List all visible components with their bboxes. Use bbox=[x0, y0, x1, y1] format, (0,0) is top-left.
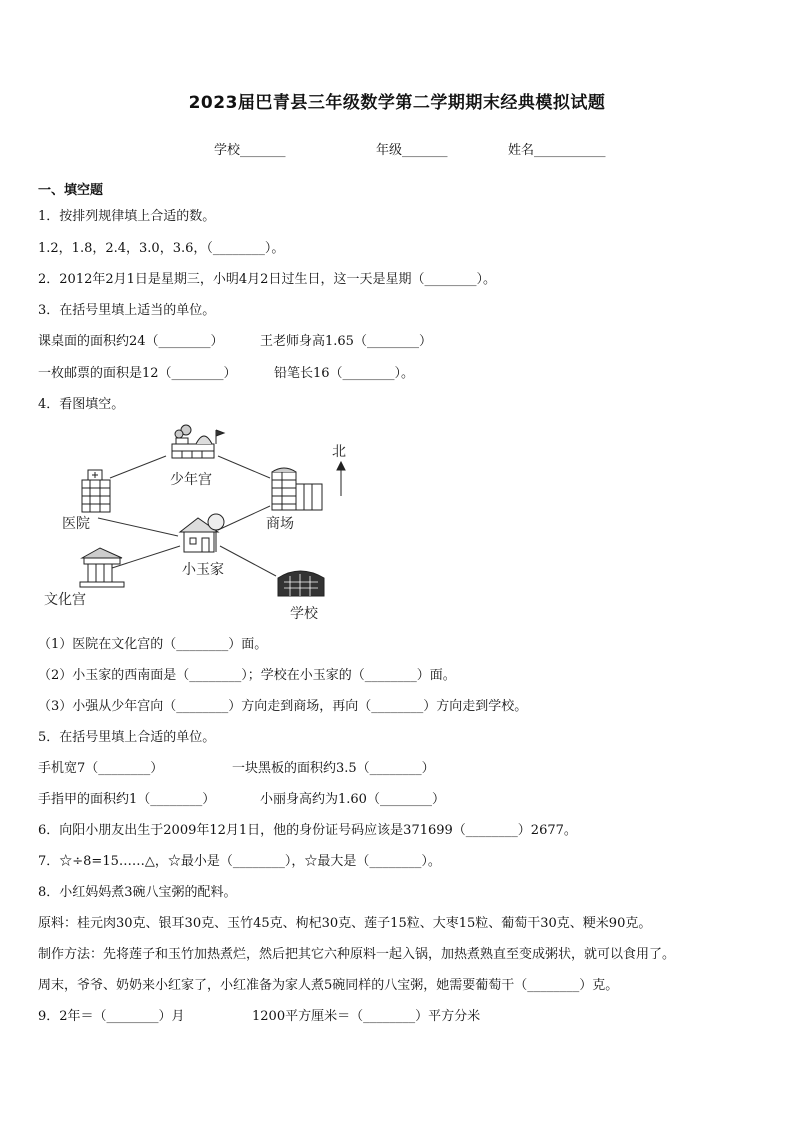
question-5-item-d: 小丽身高约为1.60（________） bbox=[260, 792, 445, 807]
question-8-method: 制作方法：先将莲子和玉竹加热煮烂，然后把其它六种原料一起入锅，加热煮熟直至变成粥状，就可以食用了。 bbox=[38, 947, 676, 962]
question-1: 1．按排列规律填上合适的数。 bbox=[38, 209, 216, 224]
question-4-part-1: （1）医院在文化宫的（________）面。 bbox=[38, 637, 268, 652]
question-9-part-b: 1200平方厘米＝（________）平方分米 bbox=[252, 1009, 481, 1024]
mall-icon bbox=[272, 468, 322, 510]
question-4-part-3: （3）小强从少年宫向（________）方向走到商场，再向（________）方向走到学校。 bbox=[38, 699, 528, 714]
question-7: 7．☆÷8=15……△，☆最小是（________），☆最大是（________）。 bbox=[38, 854, 441, 869]
question-3-item-b: 王老师身高1.65（________） bbox=[260, 334, 432, 349]
label-hospital: 医院 bbox=[62, 516, 90, 532]
grade-field: 年级_______ bbox=[376, 143, 448, 158]
question-4: 4．看图填空。 bbox=[38, 397, 125, 412]
youth-palace-icon bbox=[172, 425, 224, 458]
name-field: 姓名___________ bbox=[508, 143, 606, 158]
question-8-task: 周末，爷爷、奶奶来小红家了，小红准备为家人煮5碗同样的八宝粥，她需要葡萄干（________）克。 bbox=[38, 978, 619, 993]
question-5-item-a: 手机宽7（________） bbox=[38, 761, 164, 776]
question-5-item-b: 一块黑板的面积约3.5（________） bbox=[232, 761, 435, 776]
house-icon bbox=[180, 514, 224, 552]
school-icon bbox=[278, 571, 324, 596]
north-arrow-icon bbox=[337, 462, 345, 496]
section-heading: 一、填空题 bbox=[38, 183, 104, 198]
question-3-item-c: 一枚邮票的面积是12（________） bbox=[38, 366, 237, 381]
question-3-item-d: 铅笔长16（________）。 bbox=[274, 366, 415, 381]
question-9-part-a: 9．2年＝（________）月 bbox=[38, 1009, 185, 1024]
culture-palace-icon bbox=[80, 548, 124, 587]
label-youth-palace: 少年宫 bbox=[170, 472, 212, 488]
hospital-icon bbox=[82, 470, 110, 512]
label-mall: 商场 bbox=[266, 516, 294, 532]
question-4-part-2: （2）小玉家的西南面是（________）；学校在小玉家的（________）面。 bbox=[38, 668, 456, 683]
question-5: 5．在括号里填上合适的单位。 bbox=[38, 730, 216, 745]
question-8: 8．小红妈妈煮3碗八宝粥的配料。 bbox=[38, 885, 237, 900]
question-6: 6．向阳小朋友出生于2009年12月1日，他的身份证号码应该是371699（________）2677。 bbox=[38, 823, 577, 838]
direction-map bbox=[38, 418, 368, 626]
page-title: 2023届巴青县三年级数学第二学期期末经典模拟试题 bbox=[188, 93, 606, 113]
question-8-ingredients: 原料：桂元肉30克、银耳30克、玉竹45克、枸杞30克、莲子15粒、大枣15粒、葡萄干30克、粳米90克。 bbox=[38, 916, 652, 931]
question-3-item-a: 课桌面的面积约24（________） bbox=[38, 334, 224, 349]
question-1-sequence: 1.2，1.8，2.4，3.0，3.6，（________）。 bbox=[38, 241, 285, 256]
question-2: 2．2012年2月1日是星期三，小明4月2日过生日，这一天是星期（________）。 bbox=[38, 272, 496, 287]
school-field: 学校_______ bbox=[214, 143, 286, 158]
label-xiaoyu-home: 小玉家 bbox=[182, 562, 224, 578]
label-north: 北 bbox=[332, 444, 346, 460]
question-5-item-c: 手指甲的面积约1（________） bbox=[38, 792, 216, 807]
label-culture-palace: 文化宫 bbox=[44, 592, 86, 608]
question-3: 3．在括号里填上适当的单位。 bbox=[38, 303, 216, 318]
label-school: 学校 bbox=[290, 606, 318, 622]
